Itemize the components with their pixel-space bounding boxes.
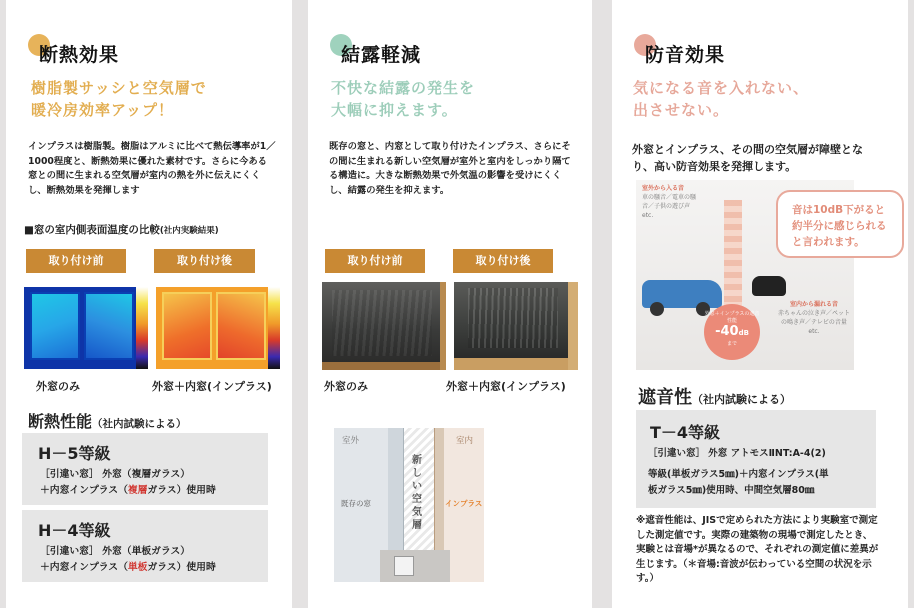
- diagram-outdoor-label: 室外: [342, 436, 360, 446]
- compare-heading: [24, 222, 219, 237]
- condensation-body: 既存の窓と、内窓として取り付けたインプラス、さらにその間に生まれる新しい空気層が室外と室内をしっかり隔てる構造に。大きな断熱効果で外気温の影響を受けにくくし、結露の発生を抑えます。: [329, 141, 571, 196]
- noise-out-title: 室内から漏れる音: [789, 301, 838, 308]
- noise-in-panel: [642, 184, 696, 240]
- thermal-image-before: [24, 287, 148, 369]
- compare-note: (社内実験結果): [159, 226, 219, 236]
- noise-in-title: 室外から入る音: [642, 185, 685, 192]
- grade-detail-2: ＋内窓インプラス（単板ガラス）使用時: [40, 562, 216, 573]
- condensation-subtitle-2: 大幅に抑えます。: [331, 101, 458, 119]
- diagram-air-layer-label: 新しい空気層: [412, 455, 422, 531]
- db-badge-unit: dB: [738, 329, 749, 337]
- condensation-column: [308, 0, 592, 608]
- sound-subtitle-1: 気になる音を入れない、: [633, 79, 810, 97]
- grade-detail-2: ＋内窓インプラス（複層ガラス）使用時: [40, 485, 216, 496]
- diagram-inplus-label: インプラス: [445, 499, 483, 508]
- thermal-after-label: 取り付け後: [154, 249, 255, 273]
- sound-performance-heading: [638, 383, 791, 409]
- noise-out-items: 赤ちゃんの泣き声／ペットの鳴き声／テレビの音量: [778, 310, 851, 326]
- grade-detail-2: 等級(単板ガラス5㎜)＋内窓インプラス(単: [648, 469, 829, 480]
- thermal-body: インプラスは樹脂製。樹脂はアルミに比べて熱伝導率が1／1000程度と、断熱効果に優れた素材です。さらに今ある窓との間に生まれる空気層が室内の熱を外に伝えにくくし、断熱効果を発揮します: [28, 141, 276, 196]
- thermal-subtitle-1: 樹脂製サッシと空気層で: [31, 79, 207, 97]
- grade-box-h5: [22, 433, 268, 505]
- noise-in-etc: etc.: [642, 212, 654, 219]
- grade-detail-1: ［引違い窓］ 外窓（単板ガラス）: [40, 546, 191, 557]
- grade-box-t4: [636, 410, 876, 508]
- grade-detail-1: ［引違い窓］ 外窓（複層ガラス）: [40, 469, 191, 480]
- thermal-title: 断熱効果: [39, 44, 120, 66]
- sound-title: 防音効果: [645, 44, 726, 66]
- sound-bubble: 音は10dB下がると約半分に感じられると言われます。: [776, 190, 904, 258]
- grade-box-h4: [22, 510, 268, 582]
- thermal-image-after: [156, 287, 280, 369]
- condensation-caption-before: 外窓のみ: [324, 380, 368, 393]
- noise-out-etc: etc.: [808, 328, 820, 335]
- thermal-performance-note: （社内試験による）: [92, 418, 187, 430]
- thermal-performance-title: 断熱性能: [28, 412, 93, 431]
- grade-name: T－4等級: [650, 423, 721, 442]
- compare-title: ■窓の室内側表面温度の比較: [24, 224, 160, 236]
- condensation-subtitle-1: 不快な結露の発生を: [331, 79, 476, 97]
- condensation-photo-after: [454, 282, 578, 370]
- condensation-caption-after: 外窓＋内窓(インプラス): [446, 380, 566, 393]
- db-badge-note: まで: [726, 341, 737, 347]
- db-badge-title: 外窓＋インプラスの遮音性能: [704, 311, 760, 324]
- condensation-after-label: 取り付け後: [453, 249, 553, 273]
- window-cross-section-diagram: [334, 428, 484, 582]
- thermal-subtitle-2: 暖冷房効率アップ！: [31, 101, 174, 119]
- grade-detail-3: 板ガラス5㎜)使用時、中間空気層80㎜: [648, 485, 815, 496]
- grade-name: H－4等級: [38, 521, 111, 540]
- grade-detail-1: ［引違い窓］ 外窓 アトモスⅡNT:A-4(2): [648, 448, 826, 459]
- sound-subtitle-2: 出させない。: [633, 101, 730, 119]
- grade-name: H－5等級: [38, 444, 111, 463]
- sound-performance-title: 遮音性: [638, 387, 692, 408]
- thermal-performance-heading: [28, 409, 187, 432]
- car-wheel-front-icon: [650, 302, 664, 316]
- condensation-title: 結露軽減: [341, 44, 422, 66]
- thermal-column: [6, 0, 292, 608]
- condensation-before-label: 取り付け前: [325, 249, 425, 273]
- db-badge-value: -40: [715, 324, 739, 339]
- sound-column: [612, 0, 908, 608]
- noise-in-items: 車の騒音／電車の騒音／子供の遊び声: [642, 194, 697, 210]
- thermal-caption-before: 外窓のみ: [36, 380, 80, 393]
- diagram-indoor-label: 室内: [456, 436, 474, 446]
- thermal-caption-after: 外窓＋内窓(インプラス): [152, 380, 272, 393]
- sound-performance-note: （社内試験による）: [692, 393, 791, 406]
- dog-icon: [752, 276, 786, 296]
- sound-footnote: ※遮音性能は、JISで定められた方法により実験室で測定した測定値です。実際の建築物の現場で測定したとき、実験とは音場*が異なるので、それぞれの測定値に差異が生じます。（＊音場:音波が伝わっている空間の状況を示す。）: [636, 515, 879, 584]
- thermal-before-label: 取り付け前: [26, 249, 126, 273]
- db-badge: [704, 304, 760, 360]
- diagram-existing-window-label: 既存の窓: [341, 499, 371, 508]
- condensation-photo-before: [322, 282, 446, 370]
- noise-out-panel: [778, 300, 850, 362]
- sound-body: 外窓とインプラス、その間の空気層が障壁となり、高い防音効果を発揮します。: [632, 143, 863, 173]
